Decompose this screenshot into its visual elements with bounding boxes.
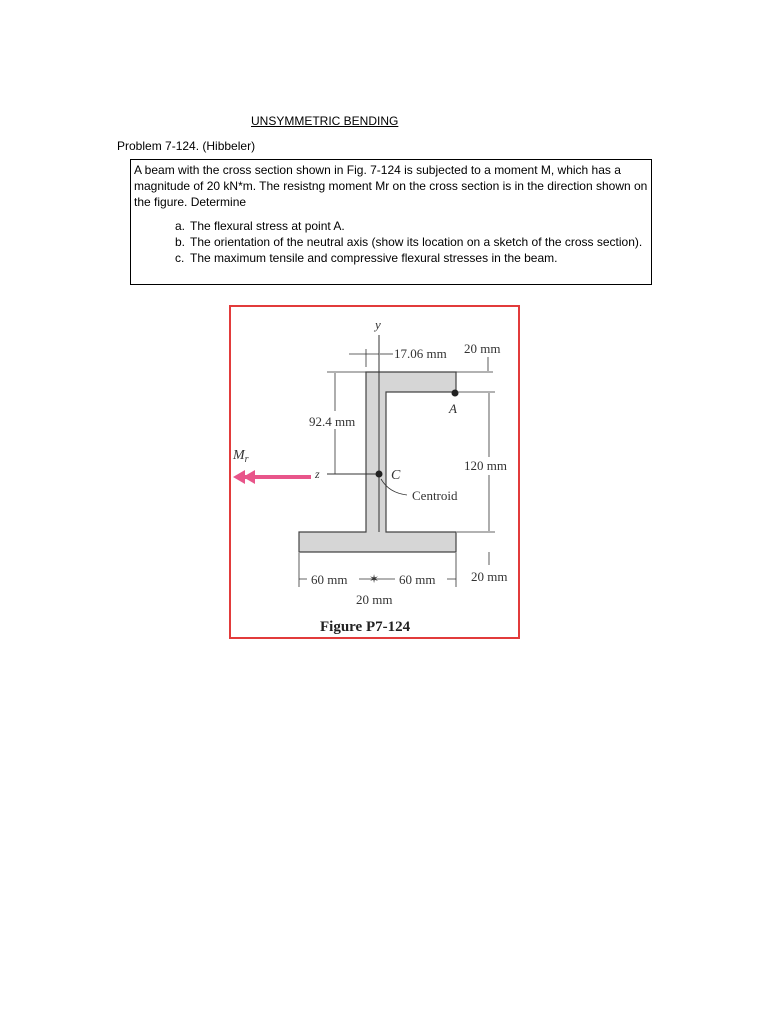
- question-text: The maximum tensile and compressive flexural stresses in the beam.: [190, 251, 558, 265]
- top-flange-dim-label: 20 mm: [464, 341, 501, 356]
- question-marker: c.: [175, 251, 185, 265]
- centroid-label: Centroid: [412, 488, 458, 503]
- web-center-mark: ✶: [369, 572, 380, 586]
- question-list: [134, 218, 649, 266]
- question-text: The flexural stress at point A.: [190, 219, 345, 233]
- web-dim-label: 120 mm: [464, 458, 507, 473]
- left-flange-label: 60 mm: [311, 572, 348, 587]
- beam-cross-section: [299, 372, 456, 552]
- question-item: [175, 234, 649, 250]
- moment-label: $M_r$: [233, 448, 249, 465]
- web-thickness-label: 20 mm: [356, 592, 393, 607]
- right-flange-label: 60 mm: [399, 572, 436, 587]
- cross-section-diagram: [231, 307, 522, 641]
- page-title: UNSYMMETRIC BENDING: [251, 114, 399, 128]
- problem-label: Problem 7-124. (Hibbeler): [117, 139, 256, 153]
- question-item: [175, 218, 649, 234]
- question-marker: a.: [175, 219, 186, 233]
- problem-statement: A beam with the cross section shown in Fig. 7-124 is subjected to a moment M, which has a magnitude of 20 kN*m. The resistng moment Mr on the cross section is in the direction shown on the figure. Determine: [134, 163, 648, 209]
- figure-caption: Figure P7-124: [320, 619, 411, 635]
- question-marker: b.: [175, 235, 186, 249]
- centroid-marker: [376, 471, 383, 478]
- point-a-label: A: [449, 401, 457, 416]
- cross-section-figure: [229, 305, 520, 639]
- centroid-point-label: C: [391, 468, 401, 483]
- question-text: The orientation of the neutral axis (show its location on a sketch of the cross section).: [190, 235, 643, 249]
- point-a-marker: [452, 390, 459, 397]
- z-axis-label: z: [315, 467, 320, 481]
- offset-dim-label: 17.06 mm: [394, 346, 447, 361]
- bottom-thickness-label: 20 mm: [471, 569, 508, 584]
- height-dim-label: 92.4 mm: [309, 414, 356, 429]
- y-axis-label: y: [375, 317, 381, 332]
- question-item: [175, 250, 649, 266]
- problem-box: [130, 159, 652, 285]
